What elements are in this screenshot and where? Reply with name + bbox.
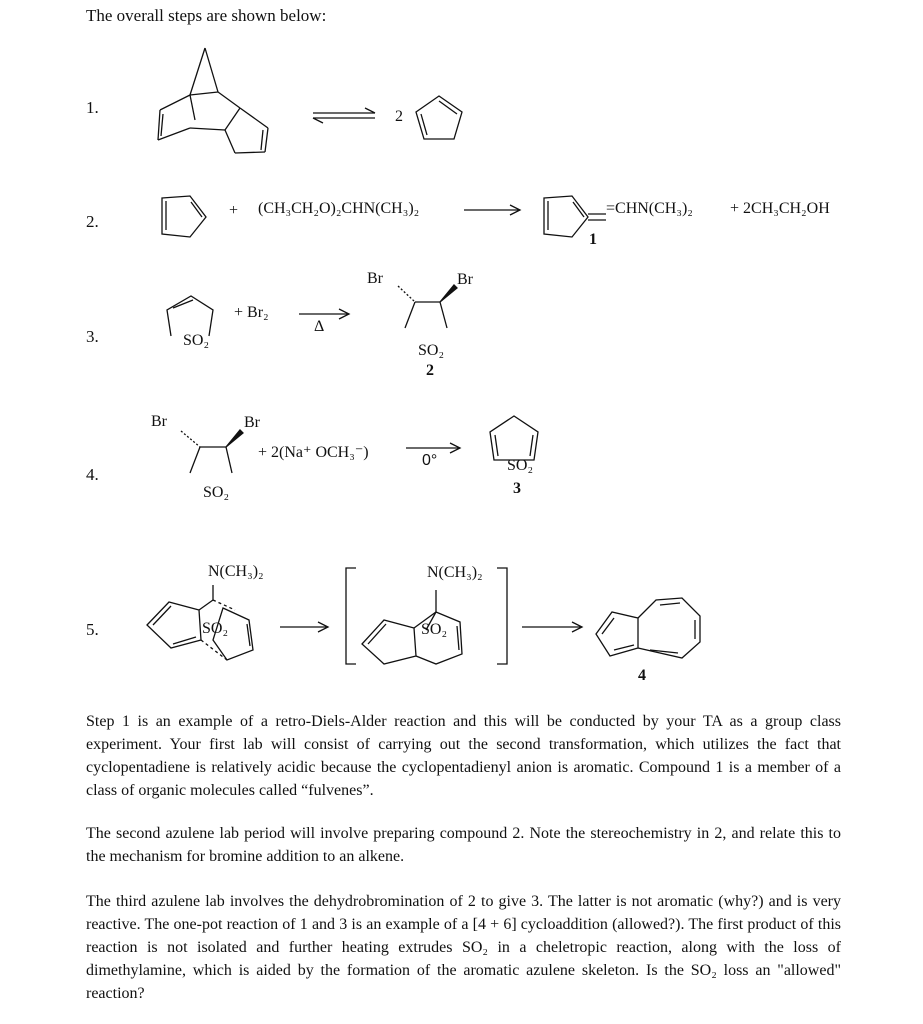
bromo-left: Br bbox=[151, 413, 167, 430]
reaction-arrow bbox=[520, 620, 586, 634]
intermediate-so2-label: SO₂ bbox=[421, 621, 448, 638]
reactant-so2-label: SO₂ bbox=[202, 620, 229, 637]
paragraph-1-text: Step 1 is an example of a retro-Diels-Alder reaction and this will be conducted by your TA as a group class experiment. Your first lab will consist of carrying out the second transformation, which utilizes the fact that cyclopentadiene is relatively acidic because the cyclopentadienyl anion is aromatic. Compound 1 is a member of a class of organic molecules called “fulvenes”. bbox=[86, 713, 841, 799]
step-1-number: 1. bbox=[86, 98, 99, 117]
dibromosulfolane-structure bbox=[385, 280, 465, 350]
bromo-left: Br bbox=[367, 270, 383, 287]
compound-4-label: 4 bbox=[638, 667, 646, 684]
intermediate-amine-label: N(CH₃)₂ bbox=[427, 564, 483, 581]
cyclopentadiene-structure bbox=[158, 190, 214, 244]
bromo-right: Br bbox=[244, 414, 260, 431]
reaction-arrow bbox=[278, 620, 332, 634]
paragraph-3-text: The third azulene lab involves the dehydrobromination of 2 to give 3. The latter is not aromatic (why?) and is very reactive. The one-pot reaction of 1 and 3 is an example of a [4 + 6] cycloaddition (allowed?). The first product of this reaction is not isolated and further heating extrudes SO₂ in a cheletropic reaction, along with the loss of dimethylamine, which is aided by the formation of the aromatic azulene skeleton. Is the SO₂ loss an "allowed" reaction? bbox=[86, 893, 841, 1002]
step-3-number: 3. bbox=[86, 327, 99, 346]
intro-text: The overall steps are shown below: bbox=[86, 6, 327, 25]
dibromide-so2-label: SO₂ bbox=[203, 484, 230, 501]
cold-condition: 0° bbox=[422, 452, 438, 469]
orthoformamide-reagent: (CH₃CH₂O)₂CHN(CH₃)₂ bbox=[258, 200, 420, 217]
step-2-number: 2. bbox=[86, 212, 99, 231]
dicyclopentadiene-structure bbox=[140, 40, 280, 160]
dibromide-so2-label: SO₂ bbox=[418, 342, 445, 359]
sulfolene-so2-label: SO₂ bbox=[183, 332, 210, 349]
bromine-reagent: + Br₂ bbox=[234, 304, 269, 321]
compound-3-label: 3 bbox=[513, 480, 521, 497]
azulene-structure bbox=[590, 590, 710, 670]
reaction-arrow bbox=[297, 307, 353, 321]
fulvene-structure bbox=[540, 190, 610, 246]
reactant-amine-label: N(CH₃)₂ bbox=[208, 563, 264, 580]
paragraph-2 bbox=[86, 822, 841, 868]
compound-1-label: 1 bbox=[589, 231, 597, 248]
diene-so2-label: SO₂ bbox=[507, 457, 534, 474]
bromo-right: Br bbox=[457, 271, 473, 288]
reaction-arrow bbox=[462, 203, 524, 217]
paragraph-1 bbox=[86, 710, 841, 802]
thiophene-dioxide-structure bbox=[486, 410, 546, 464]
step-2-plus: + bbox=[229, 202, 239, 219]
equilibrium-arrow bbox=[305, 105, 385, 125]
cyclopentadiene-structure bbox=[412, 92, 468, 148]
compound-2-label: 2 bbox=[426, 362, 434, 379]
heat-condition: Δ bbox=[314, 318, 325, 335]
methoxide-reagent: + 2(Na⁺ OCH₃⁻) bbox=[258, 444, 369, 461]
paragraph-2-text: The second azulene lab period will involve preparing compound 2. Note the stereochemistry in 2, and relate this to the mechanism for bromine addition to an alkene. bbox=[86, 825, 841, 865]
step-5-number: 5. bbox=[86, 620, 99, 639]
paragraph-3 bbox=[86, 890, 841, 1005]
step-1-coefficient: 2 bbox=[395, 108, 403, 125]
step-4-number: 4. bbox=[86, 465, 99, 484]
ethanol-byproduct: + 2CH₃CH₂OH bbox=[730, 200, 830, 217]
fulvene-amine-group: =CHN(CH₃)₂ bbox=[606, 200, 693, 217]
